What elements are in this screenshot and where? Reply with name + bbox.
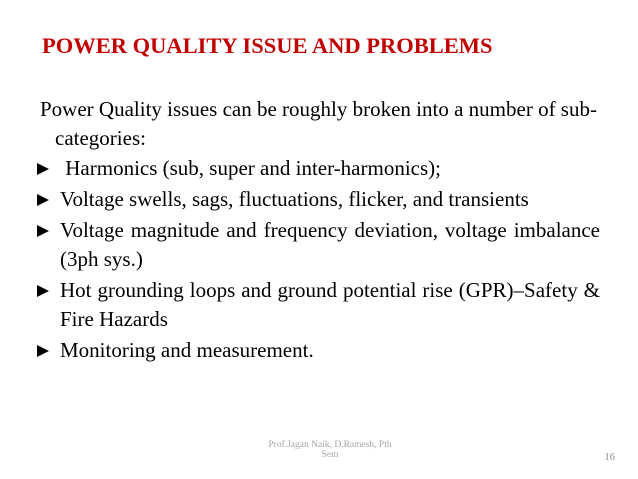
- arrowhead-bullet-icon: [37, 163, 49, 175]
- bullet-item-voltage-magnitude: [37, 216, 600, 274]
- bullet-text: Voltage magnitude and frequency deviation, voltage imbalance (3ph sys.): [60, 218, 600, 271]
- bullet-text: Hot grounding loops and ground potential rise (GPR)–Safety & Fire Hazards: [60, 278, 600, 331]
- bullet-text: Harmonics (sub, super and inter-harmonics);: [60, 156, 441, 180]
- page-number: 16: [604, 452, 615, 463]
- arrowhead-bullet-icon: [37, 285, 49, 297]
- bullet-text: Voltage swells, sags, fluctuations, flicker, and transients: [60, 187, 529, 211]
- bullet-item-grounding-loops: [37, 276, 600, 334]
- slide-footer: [230, 440, 430, 460]
- slide-title: POWER QUALITY ISSUE AND PROBLEMS: [42, 33, 493, 58]
- bullet-text: Monitoring and measurement.: [60, 338, 314, 362]
- arrowhead-bullet-icon: [37, 225, 49, 237]
- footer-line-1: Prof.Jagan Naik, D.Ramesh, Pth: [268, 440, 392, 450]
- bullet-item-harmonics: [37, 154, 600, 183]
- arrowhead-bullet-icon: [37, 345, 49, 357]
- bullet-item-monitoring: [37, 336, 600, 365]
- slide-body: [40, 95, 600, 367]
- bullet-item-voltage-swells: [37, 185, 600, 214]
- footer-line-2: Sem: [321, 450, 339, 460]
- arrowhead-bullet-icon: [37, 194, 49, 206]
- bullet-list: [40, 154, 600, 365]
- intro-text: Power Quality issues can be roughly broken into a number of sub-categories:: [40, 97, 597, 150]
